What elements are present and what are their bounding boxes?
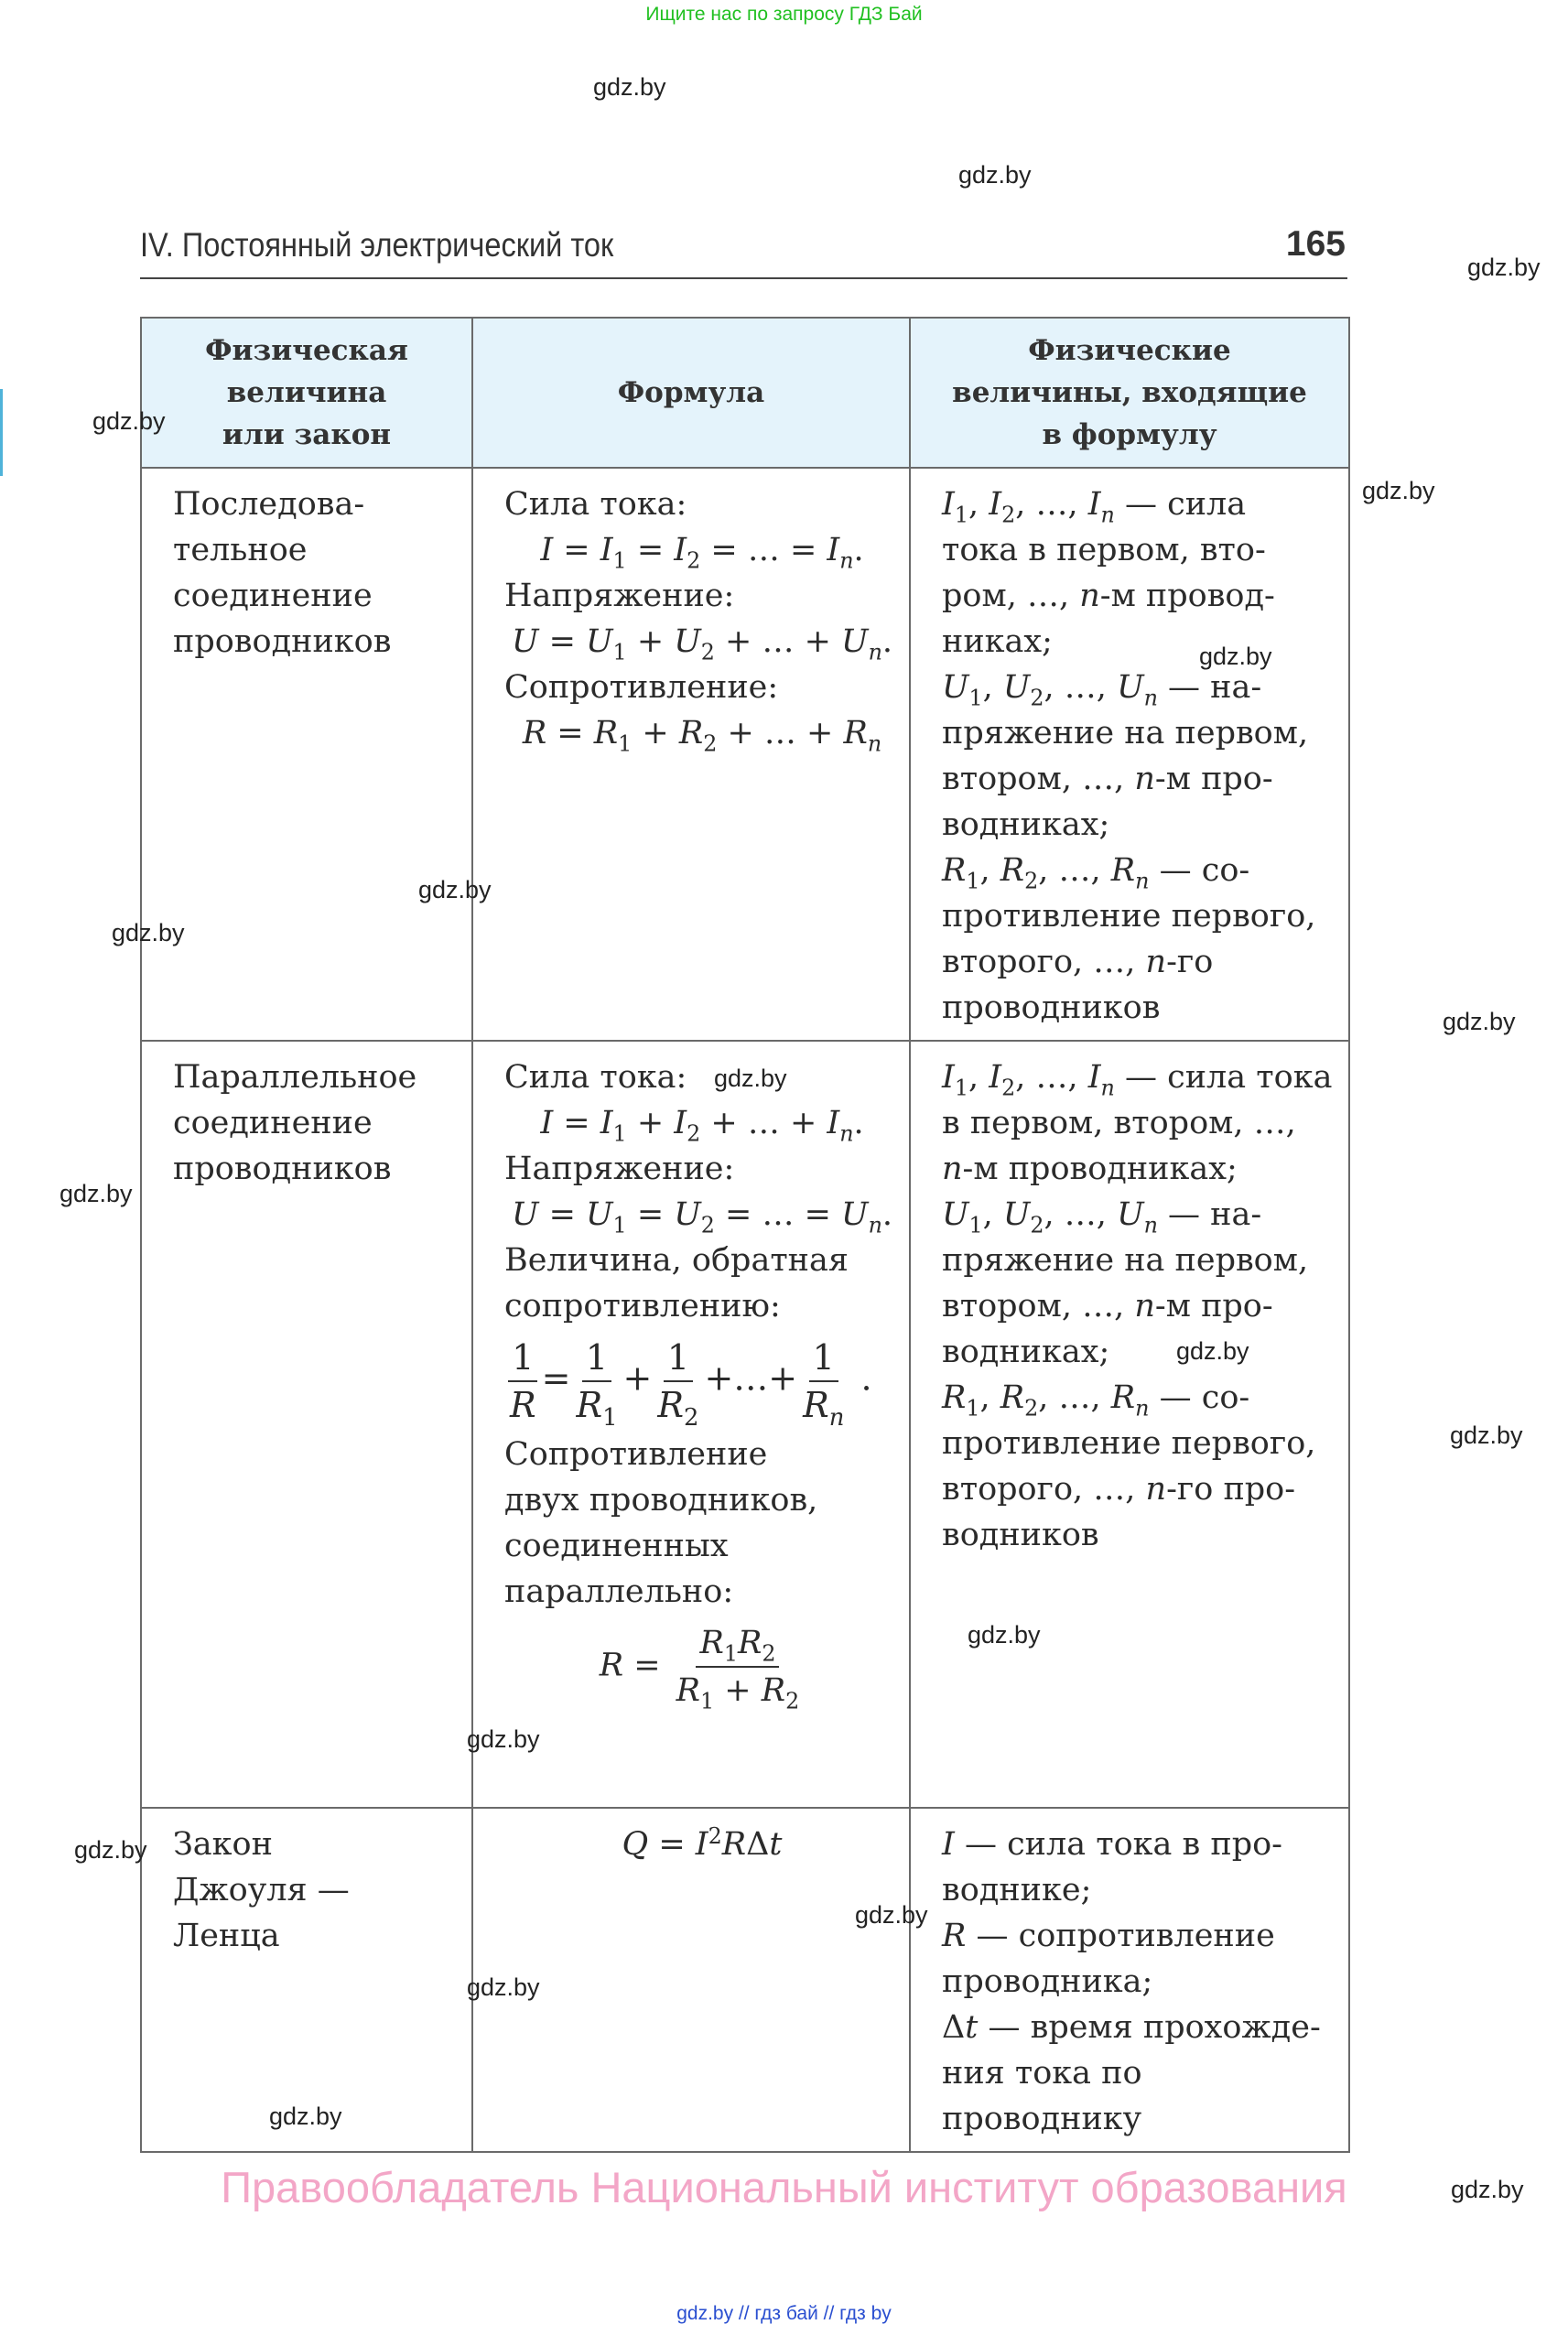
watermark: gdz.by <box>467 1973 540 2001</box>
watermark: gdz.by <box>1467 254 1541 281</box>
label-current: Сила тока: <box>504 486 687 523</box>
watermark: gdz.by <box>467 1725 540 1753</box>
label-resistance: Сопротивление: <box>504 669 779 706</box>
watermark: gdz.by <box>1362 477 1435 504</box>
header-formula: Формула <box>472 318 910 468</box>
copyright-notice: Правообладатель Национальный институт образования <box>221 2163 1347 2211</box>
formula-series-voltage: $U = U_1 + U_2$ + … + $U_n$. <box>511 623 893 665</box>
watermark: gdz.by <box>958 161 1032 189</box>
table-header-row <box>141 318 1349 468</box>
label-two-resistors: Сопротивление двух проводников, соединенных параллельно: <box>504 1436 818 1610</box>
watermark: gdz.by <box>1451 2176 1524 2203</box>
footer-links[interactable]: gdz.by // гдз бай // гдз by <box>676 2303 892 2324</box>
watermark: gdz.by <box>1450 1422 1523 1449</box>
row-series-formulas <box>472 468 910 1041</box>
top-banner[interactable]: Ищите нас по запросу ГДЗ Бай <box>645 4 923 25</box>
label-current: Сила тока: <box>504 1059 687 1096</box>
page-number: 165 <box>1285 224 1346 264</box>
header-quantity: Физическая величина или закон <box>141 318 472 468</box>
header-rule <box>140 277 1347 279</box>
watermark: gdz.by <box>59 1180 133 1207</box>
watermark: gdz.by <box>968 1621 1041 1649</box>
row-joule-description: I — сила тока в про- воднике; R — сопротивление проводника; Δt — время прохожде- ния тока по проводнику <box>910 1808 1349 2152</box>
label-voltage: Напряжение: <box>504 1151 735 1187</box>
table-row <box>141 468 1349 1041</box>
row-parallel-name: Параллельное соединение проводников <box>141 1041 472 1808</box>
row-series-name: Последова- тельное соединение проводников <box>141 468 472 1041</box>
row-parallel-formulas <box>472 1041 910 1808</box>
formula-parallel-voltage: $U = U_1 = U_2$ = … = $U_n$. <box>511 1196 893 1238</box>
physics-table <box>140 317 1350 2153</box>
formula-parallel-inverse-resistance: $\frac{1}{R}$ = $\frac{1}{R_1}$ + $\frac{1}{R_2}$ +…+ $\frac{1}{R_n}$ . <box>504 1335 900 1428</box>
row-joule-name: Закон Джоуля — Ленца <box>141 1808 472 2152</box>
formula-series-current: $I = I_1 = I_2$ = … = $I_n$. <box>540 532 864 574</box>
watermark: gdz.by <box>418 876 492 903</box>
watermark: gdz.by <box>593 73 666 101</box>
label-voltage: Напряжение: <box>504 578 735 614</box>
watermark: gdz.by <box>1443 1008 1516 1035</box>
header-variables: Физические величины, входящие в формулу <box>910 318 1349 468</box>
formula-parallel-current: $I = I_1 + I_2$ + … + $I_n$. <box>540 1105 864 1147</box>
chapter-title: IV. Постоянный электрический ток <box>140 226 614 264</box>
formula-series-resistance: $R = R_1 + R_2$ + … + $R_n$ <box>522 715 882 757</box>
watermark: gdz.by <box>92 407 166 435</box>
watermark: gdz.by <box>112 919 185 946</box>
side-mark <box>0 389 3 476</box>
watermark: gdz.by <box>714 1065 787 1092</box>
watermark: gdz.by <box>1199 643 1272 670</box>
watermark: gdz.by <box>855 1901 928 1929</box>
formula-two-resistors: R = $\frac{R_1R_2}{R_1 + R_2}$ <box>504 1620 900 1714</box>
formula-joule-lenz: $Q = I^2R\Delta t$ <box>622 1823 783 1863</box>
label-inverse-resistance: Величина, обратная сопротивлению: <box>504 1242 849 1324</box>
row-series-description: $I_1$, $I_2$, …, $I_n$ — сила тока в первом, вто- ром, …, n-м провод- никах; $U_1$, $U_2$, …, $U_n$ — на- пряжение на первом, втором, …, n-м про- водниках; $R_1$, $R_2$, …, $R_n$ — со- противление первого, второго, …, n-го проводников <box>910 468 1349 1041</box>
watermark: gdz.by <box>1176 1337 1249 1365</box>
row-parallel-description: $I_1$, $I_2$, …, $I_n$ — сила тока в первом, втором, …, n-м проводниках; $U_1$, $U_2$, …, $U_n$ — на- пряжение на первом, втором, …, n-м про- водниках; $R_1$, $R_2$, …, $R_n$ — со- противление первого, второго, …, n-го про- водников <box>910 1041 1349 1808</box>
watermark: gdz.by <box>269 2103 342 2130</box>
table-row <box>141 1041 1349 1808</box>
watermark: gdz.by <box>74 1836 147 1864</box>
table-row <box>141 1808 1349 2152</box>
